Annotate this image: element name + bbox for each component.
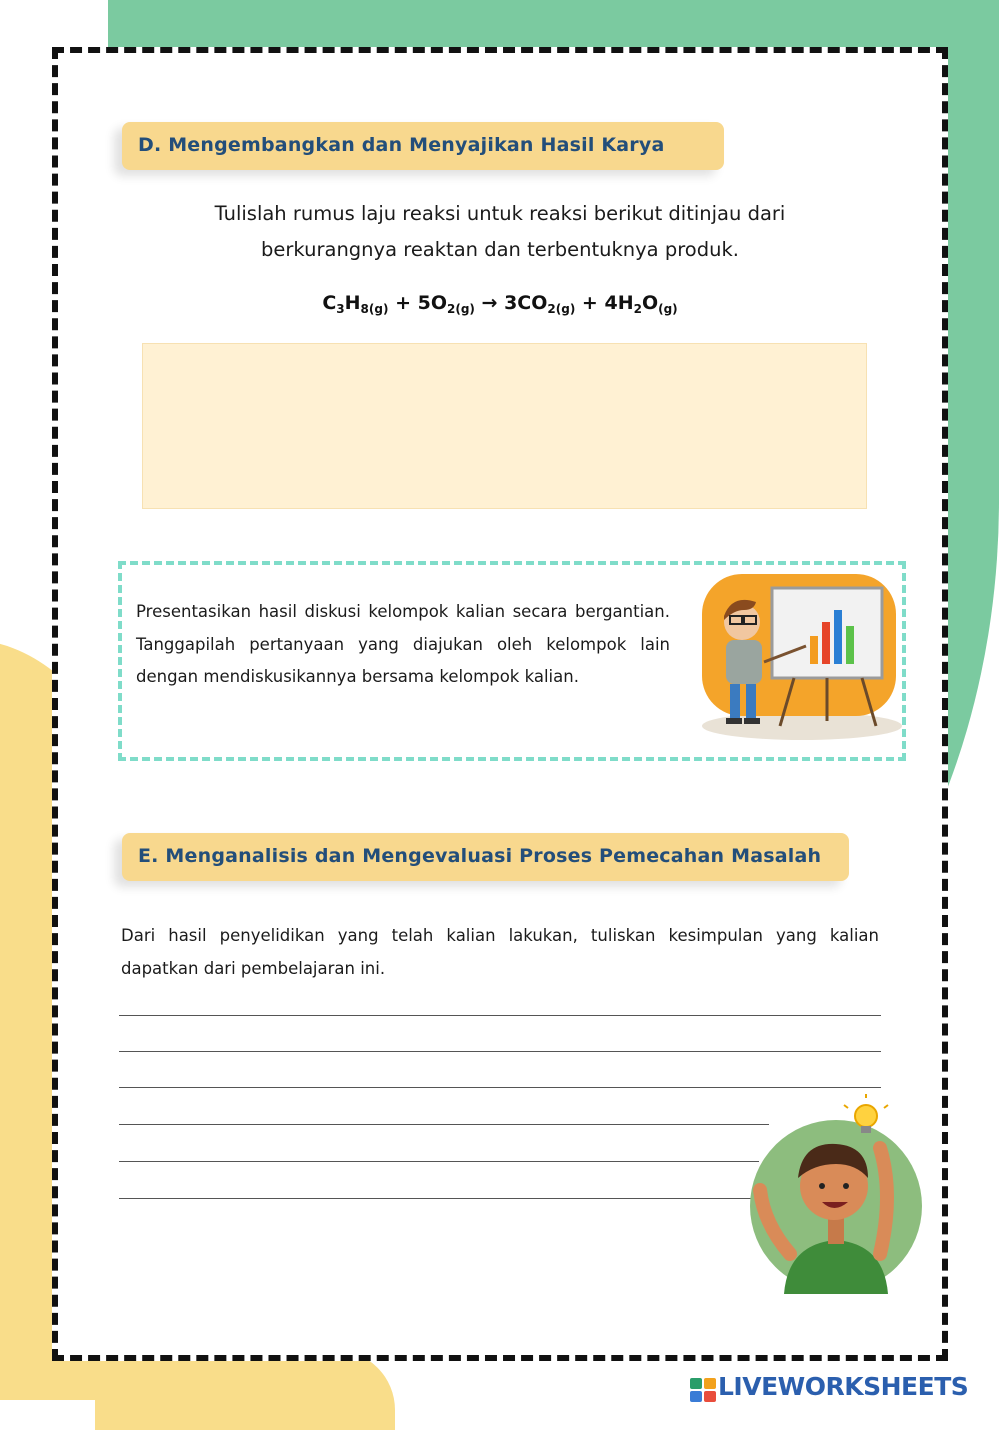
eq-text: H (344, 292, 361, 314)
eq-plus: + (388, 292, 418, 314)
eq-subscript: 2(g) (547, 302, 576, 316)
liveworksheets-brand[interactable] (690, 1372, 990, 1406)
conclusion-prompt: Dari hasil penyelidikan yang telah kalian lakukan, tuliskan kesimpulan yang kalian dapatkan dari pembelajaran ini. (121, 926, 879, 978)
answer-line[interactable] (119, 1087, 881, 1088)
presentation-instruction: Presentasikan hasil diskusi kelompok kalian secara bergantian. Tanggapilah pertanyaan yang diajukan oleh kelompok lain dengan mendiskusikannya bersama kelompok kalian. (136, 602, 670, 686)
eq-text: 3CO (504, 292, 548, 314)
brand-name: LIVEWORKSHEETS (718, 1372, 969, 1401)
section-d-title: D. Mengembangkan dan Menyajikan Hasil Karya (138, 134, 665, 156)
student-idea-illustration (744, 1094, 928, 1294)
eq-text: C (322, 292, 337, 314)
rate-formula-answer-field[interactable] (142, 343, 867, 509)
eq-text: 4H (604, 292, 634, 314)
eq-subscript: 2 (633, 302, 642, 316)
eq-subscript: 8(g) (360, 302, 389, 316)
section-d-header (122, 122, 724, 170)
section-d-instruction (140, 196, 860, 268)
answer-line[interactable] (119, 1051, 881, 1052)
chemical-equation (140, 292, 860, 316)
section-e-title: E. Menganalisis dan Mengevaluasi Proses Pemecahan Masalah (138, 845, 822, 867)
answer-line[interactable] (119, 1198, 754, 1199)
answer-line[interactable] (119, 1124, 769, 1125)
eq-subscript: 2(g) (446, 302, 475, 316)
section-e-header (122, 833, 849, 881)
eq-subscript: (g) (658, 302, 678, 316)
eq-plus: + (575, 292, 605, 314)
answer-line[interactable] (119, 1161, 759, 1162)
liveworksheets-logo-icon (690, 1376, 718, 1404)
eq-text: 5O (417, 292, 447, 314)
answer-line[interactable] (119, 1015, 881, 1016)
instruction-line-1: Tulislah rumus laju reaksi untuk reaksi berikut ditinjau dari (214, 202, 786, 225)
eq-subscript: 3 (336, 302, 345, 316)
presenter-chart-illustration (694, 566, 904, 746)
eq-text: O (641, 292, 659, 314)
background-yellow-tab (95, 1350, 395, 1430)
instruction-line-2: berkurangnya reaktan dan terbentuknya produk. (261, 238, 739, 261)
eq-arrow-icon: → (474, 292, 505, 314)
